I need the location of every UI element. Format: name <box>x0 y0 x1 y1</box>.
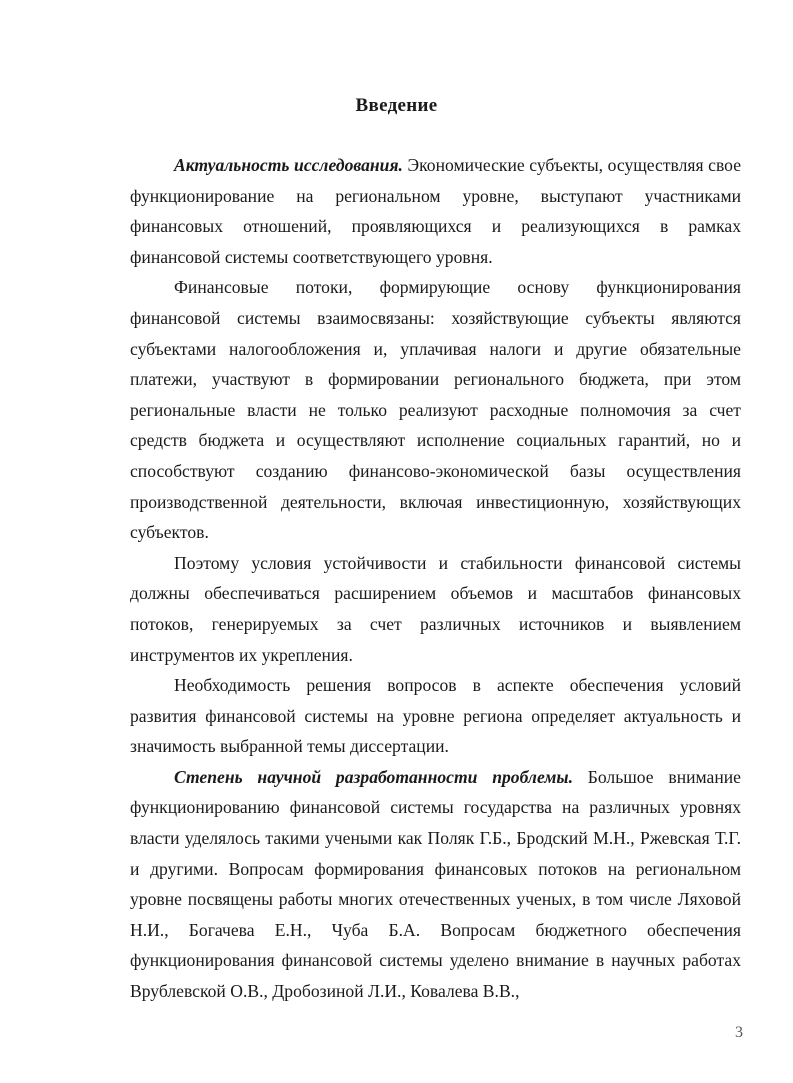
page-title: Введение <box>355 95 438 116</box>
paragraph-text: Экономические субъекты, осуществляя свое функционирование на региональном уровне, выступают участниками финансовых отношений, проявляющихся и реализующихся в рамках финансовой системы соответствующего уровня. <box>130 155 742 267</box>
page-number: 3 <box>735 1024 743 1041</box>
paragraph-lead: Степень научной разработанности проблемы. <box>174 766 573 787</box>
paragraph-text: Необходимость решения вопросов в аспекте обеспечения условий развития финансовой системы на уровне региона определяет актуальность и значимость выбранной темы диссертации. <box>130 675 741 757</box>
paragraph-stability <box>130 548 741 670</box>
paragraph-lead: Актуальность исследования. <box>174 155 403 175</box>
paragraph-financial-flows <box>130 272 741 547</box>
paragraph-text: Поэтому условия устойчивости и стабильности финансовой системы должны обеспечиваться расширением объемов и масштабов финансовых потоков, генерируемых за счет различных источников и выявлением инструментов их укрепления. <box>130 552 741 665</box>
paragraph-relevance <box>130 150 741 272</box>
paragraph-research-degree <box>130 762 741 1007</box>
body-text <box>130 150 741 1007</box>
paragraph-necessity <box>130 670 741 762</box>
paragraph-text: Большое внимание функционированию финансовой системы государства на различных уровнях власти уделялось такими учеными как Поляк Г.Б., Бродский М.Н., Ржевская Т.Г. и другими. Вопросам формирования финансовых потоков на региональном уровне посвящены работы многих отечественных ученых, в том числе Ляховой Н.И., Богачева Е.Н., Чуба Б.А. Вопросам бюджетного обеспечения функционирования финансовой системы уделено внимание в научных работах Врублевской О.В., Дробозиной Л.И., Ковалева В.В., <box>130 766 741 1002</box>
paragraph-text: Финансовые потоки, формирующие основу функционирования финансовой системы взаимосвязаны: хозяйствующие субъекты являются субъектами налогообложения и, уплачивая налоги и другие обязательные платежи, участвуют в формировании регионального бюджета, при этом региональные власти не только реализуют расходные полномочия за счет средств бюджета и осуществляют исполнение социальных гарантий, но и способствуют созданию финансово-экономической базы осуществления производственной деятельности, включая инвестиционную, хозяйствующих субъектов. <box>130 277 741 543</box>
